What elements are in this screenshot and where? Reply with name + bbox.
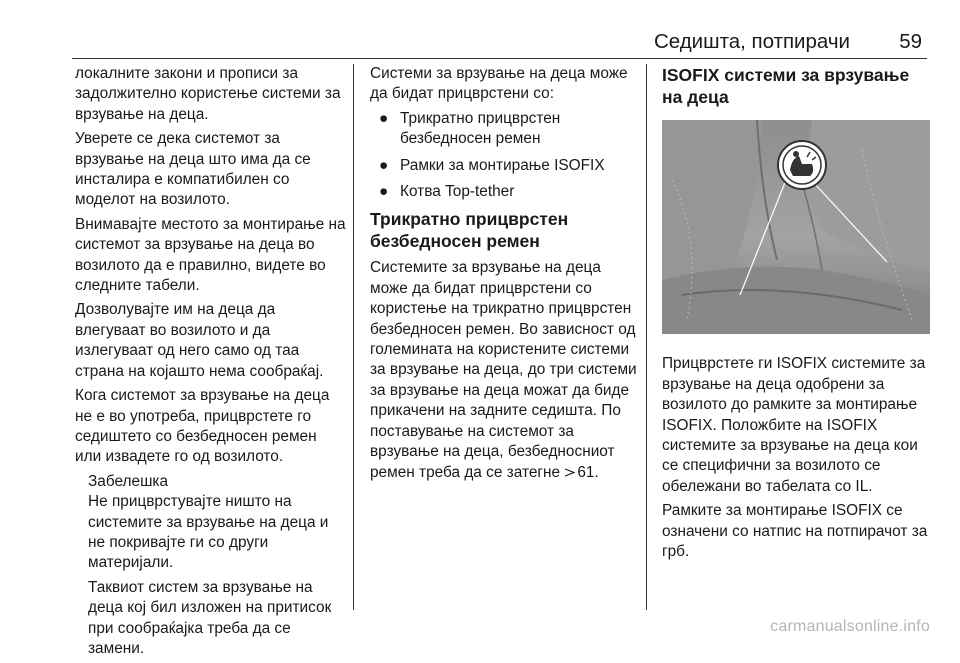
running-title: Седишта, потпирачи bbox=[653, 30, 850, 53]
isofix-seat-photo bbox=[662, 120, 930, 334]
paragraph: Рамките за монтирање ISOFIX се означени со натпис на потпирачот за грб. bbox=[662, 502, 928, 561]
watermark: carmanualsonline.info bbox=[770, 618, 930, 635]
page-header bbox=[0, 0, 960, 58]
note-label: Забелешка bbox=[88, 472, 169, 490]
paragraph: локалните закони и прописи за задолжително користење системи за врзување на деца. bbox=[75, 65, 341, 123]
list-item-text: Котва Top-tether bbox=[400, 183, 515, 201]
page-number: 59 bbox=[899, 30, 922, 53]
intro-paragraph: Системи за врзување на деца може да бидат прицврстени со: bbox=[370, 65, 628, 103]
paragraph: Кога системот за врзување на деца не е во употреба, прицврстете го седиштето со безбедносен ремен или извадете го од возилото. bbox=[75, 387, 330, 466]
bullet-icon: ● bbox=[379, 156, 389, 174]
column-3 bbox=[662, 64, 930, 566]
column-divider-1 bbox=[353, 64, 354, 610]
paragraph: Дозволувајте им на деца да влегуваат во возилото и да излегуваат од него само од таа страна на којашто нема сообраќај. bbox=[75, 301, 324, 380]
note-box bbox=[75, 472, 347, 660]
section-heading: Трикратно прицврстен безбедносен ремен bbox=[370, 209, 569, 252]
bullet-icon: ● bbox=[379, 183, 389, 201]
paragraph: Прицврстете ги ISOFIX системите за врзување на деца одобрени за возилото до рамките за монтирање ISOFIX. Положбите на ISOFIX системите за врзување на деца кои се специфични за возилото се обележани во табелата со IL. bbox=[662, 355, 926, 495]
list-item bbox=[370, 109, 638, 150]
note-text: Таквиот систем за врзување на деца кој бил изложен на притисок при сообраќајка треба да се замени. bbox=[88, 578, 332, 657]
list-item bbox=[370, 182, 638, 202]
section-heading: ISOFIX системи за врзување на деца bbox=[662, 65, 910, 107]
column-1 bbox=[75, 64, 347, 663]
list-item-text: Трикратно прицврстен безбедносен ремен bbox=[400, 109, 561, 148]
list-item bbox=[370, 156, 638, 176]
body-text: Системите за врзување на деца може да бидат прицврстени со користење на трикратно прицврстен безбедносен ремен. Во зависност од големината на користените системи за врзување на деца, до три системи за врзување на деца можат да биде прикачени на задните седишта. По поставување на системот за врзување на деца, безбедносниот ремен треба да се затегне bbox=[370, 259, 637, 481]
bullet-icon: ● bbox=[379, 109, 389, 127]
header-divider bbox=[72, 58, 927, 59]
list-item-text: Рамки за монтирање ISOFIX bbox=[400, 156, 605, 174]
bullet-list bbox=[370, 109, 638, 203]
paragraph: Внимавајте местото за монтирање на системот за врзување на деца во возилото да е правилно, видете во следните табели. bbox=[75, 215, 346, 295]
note-text: Не прицврстувајте ништо на системите за врзување на деца и не покривајте ги со други материјали. bbox=[88, 493, 329, 572]
column-2 bbox=[370, 64, 638, 487]
page-reference[interactable]: 61. bbox=[577, 463, 599, 481]
page-reference-icon bbox=[564, 467, 575, 478]
paragraph: Уверете се дека системот за врзување на деца што има да се инсталира е компатибилен со моделот на возилото. bbox=[75, 130, 311, 209]
column-divider-2 bbox=[646, 64, 647, 610]
body-paragraph bbox=[370, 258, 638, 482]
isofix-child-seat-icon bbox=[778, 141, 826, 189]
